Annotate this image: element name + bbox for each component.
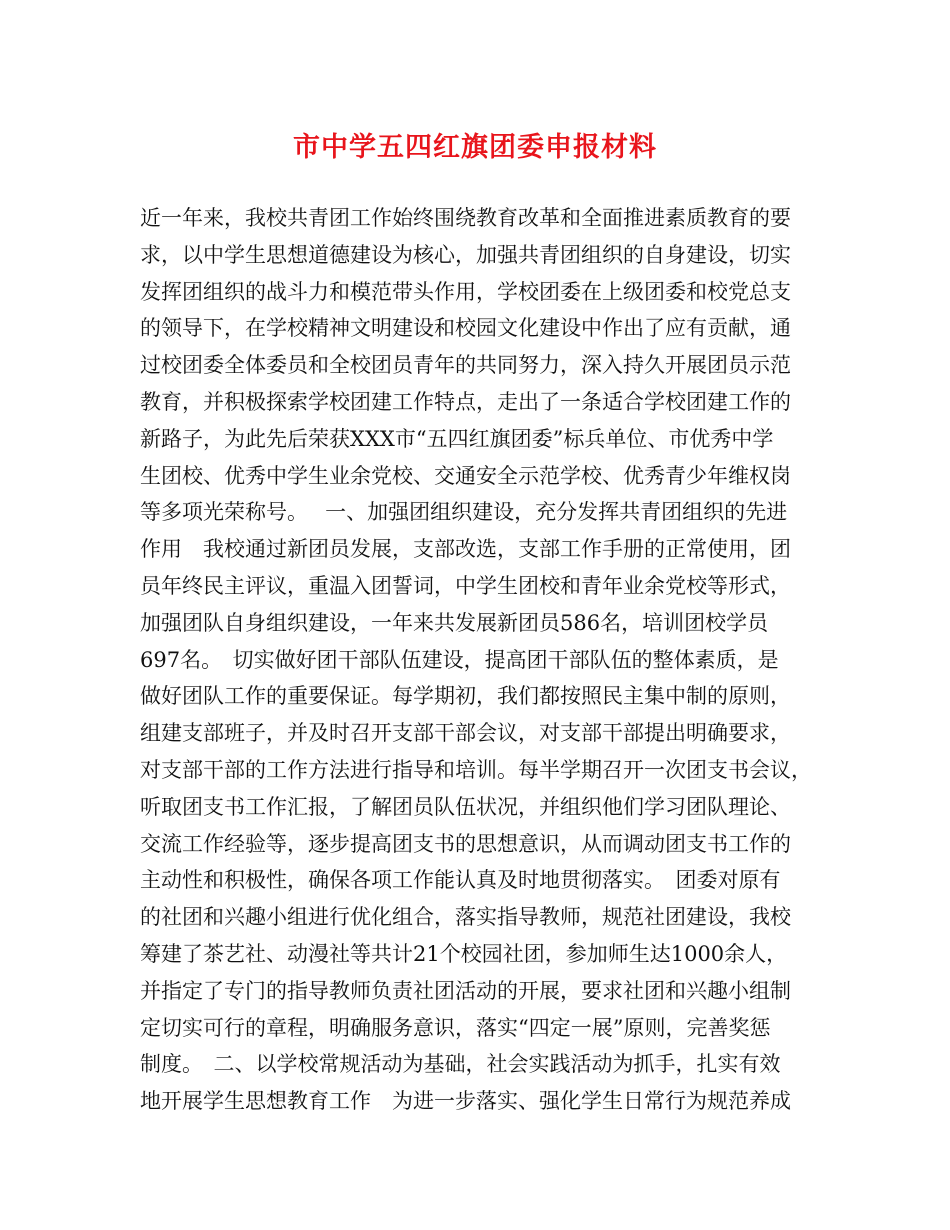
body-line: 教育，并积极探索学校团建工作特点，走出了一条适合学校团建工作的 <box>140 389 791 414</box>
document-title: 市中学五四红旗团委申报材料 <box>293 132 657 163</box>
body-line: 组建支部班子，并及时召开支部干部会议，对支部干部提出明确要求， <box>140 721 791 746</box>
body-line: 生团校、优秀中学生业余党校、交通安全示范学校、优秀青少年维权岗 <box>140 463 791 488</box>
body-line: 做好团队工作的重要保证。每学期初，我们都按照民主集中制的原则， <box>140 684 791 709</box>
body-line: 听取团支书工作汇报，了解团员队伍状况，并组织他们学习团队理论、 <box>140 794 791 819</box>
body-line: 加强团队自身组织建设，一年来共发展新团员586名，培训团校学员 <box>140 610 769 635</box>
document-body <box>140 200 830 1120</box>
body-line: 并指定了专门的指导教师负责社团活动的开展，要求社团和兴趣小组制 <box>140 978 791 1003</box>
body-line: 筹建了茶艺社、动漫社等共计21个校园社团，参加师生达1000余人， <box>140 941 788 966</box>
body-line: 员年终民主评议，重温入团誓词，中学生团校和青年业余党校等形式， <box>140 573 791 598</box>
body-line: 求，以中学生思想道德建设为核心，加强共青团组织的自身建设，切实 <box>140 242 791 267</box>
body-line: 主动性和积极性，确保各项工作能认真及时地贯彻落实。 团委对原有 <box>140 868 781 893</box>
body-line: 制度。 二、以学校常规活动为基础，社会实践活动为抓手，扎实有效 <box>140 1052 781 1077</box>
body-line: 对支部干部的工作方法进行指导和培训。每半学期召开一次团支书会议， <box>140 757 812 782</box>
body-line: 发挥团组织的战斗力和模范带头作用，学校团委在上级团委和校党总支 <box>140 279 791 304</box>
body-line: 新路子，为此先后荣获XXX市“五四红旗团委”标兵单位、市优秀中学 <box>140 426 774 451</box>
body-line: 697名。 切实做好团干部队伍建设，提高团干部队伍的整体素质，是 <box>140 647 779 672</box>
body-line: 作用 我校通过新团员发展，支部改选，支部工作手册的正常使用，团 <box>140 537 791 562</box>
body-line: 定切实可行的章程，明确服务意识，落实“四定一展”原则，完善奖惩 <box>140 1015 771 1040</box>
body-line: 过校团委全体委员和全校团员青年的共同努力，深入持久开展团员示范 <box>140 353 791 378</box>
body-line: 的社团和兴趣小组进行优化组合，落实指导教师，规范社团建设，我校 <box>140 905 791 930</box>
body-line: 的领导下，在学校精神文明建设和校园文化建设中作出了应有贡献，通 <box>140 316 791 341</box>
body-line: 地开展学生思想教育工作 为进一步落实、强化学生日常行为规范养成 <box>140 1089 791 1114</box>
body-line: 近一年来，我校共青团工作始终围绕教育改革和全面推进素质教育的要 <box>140 206 791 230</box>
body-line: 交流工作经验等，逐步提高团支书的思想意识，从而调动团支书工作的 <box>140 831 791 856</box>
body-line: 等多项光荣称号。 一、加强团组织建设，充分发挥共青团组织的先进 <box>140 500 788 525</box>
